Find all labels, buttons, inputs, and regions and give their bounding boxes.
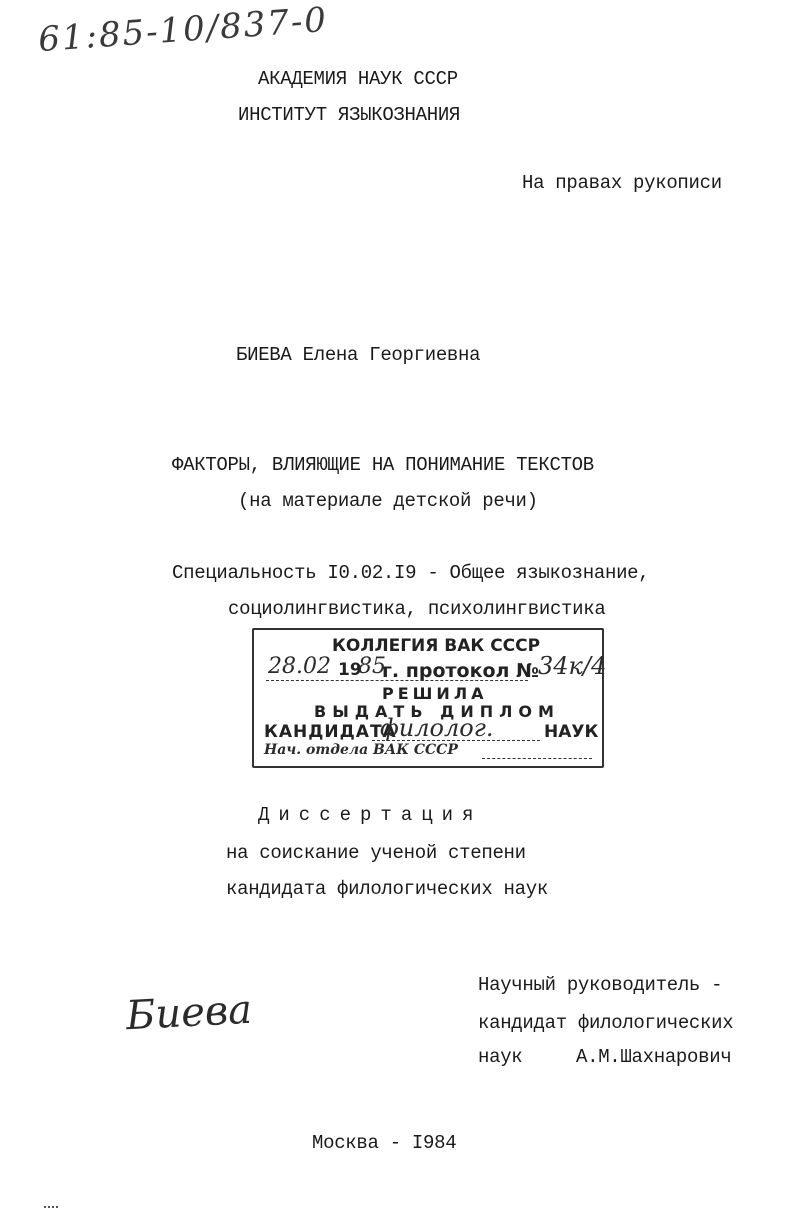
thesis-title: ФАКТОРЫ, ВЛИЯЮЩИЕ НА ПОНИМАНИЕ ТЕКСТОВ	[172, 454, 594, 476]
stamp-line3: РЕШИЛА	[382, 684, 488, 703]
header-institute: ИНСТИТУТ ЯЗЫКОЗНАНИЯ	[238, 104, 461, 126]
manuscript-rights: На правах рукописи	[522, 172, 722, 194]
supervisor-title: Научный руководитель -	[478, 974, 723, 996]
specialty-line2: социолингвистика, психолингвистика	[228, 598, 606, 620]
archive-mark: 61:85-10/837-0	[36, 0, 330, 61]
stamp-date-line	[266, 680, 528, 681]
dissertation-heading: Диссертация	[258, 804, 483, 826]
thesis-subtitle: (на материале детской речи)	[238, 490, 538, 512]
stamp-line6: Нач. отдела ВАК СССР	[264, 742, 458, 758]
supervisor-degree: кандидат филологических	[478, 1012, 734, 1034]
stamp-protocol-number: 34к/4	[538, 652, 607, 680]
stamp-degree: филолог.	[380, 714, 494, 742]
supervisor-degree-end: наук	[478, 1046, 523, 1068]
stamp-date: 28.02	[268, 654, 331, 679]
author-name: БИЕВА Елена Георгиевна	[236, 344, 481, 366]
stamp-protocol-label: г. протокол №	[382, 660, 539, 682]
stamp-line5-start: КАНДИДАТА	[264, 722, 397, 742]
stamp-line1: КОЛЛЕГИЯ ВАК СССР	[332, 636, 541, 656]
author-signature: Биева	[124, 986, 254, 1040]
stamp-signature-line	[482, 758, 592, 759]
stamp-degree-line	[372, 740, 540, 741]
vak-stamp	[252, 628, 607, 768]
header-academy: АКАДЕМИЯ НАУК СССР	[258, 68, 458, 90]
dissertation-degree: кандидата филологических наук	[226, 878, 548, 900]
stamp-line4: ВЫДАТЬ ДИПЛОМ	[314, 702, 560, 721]
stamp-year: 85	[358, 654, 386, 679]
city-year: Москва - I984	[312, 1132, 457, 1154]
dissertation-purpose: на соискание ученой степени	[226, 842, 526, 864]
scan-speck	[44, 1206, 58, 1212]
specialty-line1: Специальность I0.02.I9 - Общее языкознание,	[172, 562, 650, 584]
stamp-line5-end: НАУК	[544, 722, 599, 742]
stamp-year-prefix: 19	[338, 660, 362, 680]
supervisor-name: А.М.Шахнарович	[576, 1046, 732, 1068]
